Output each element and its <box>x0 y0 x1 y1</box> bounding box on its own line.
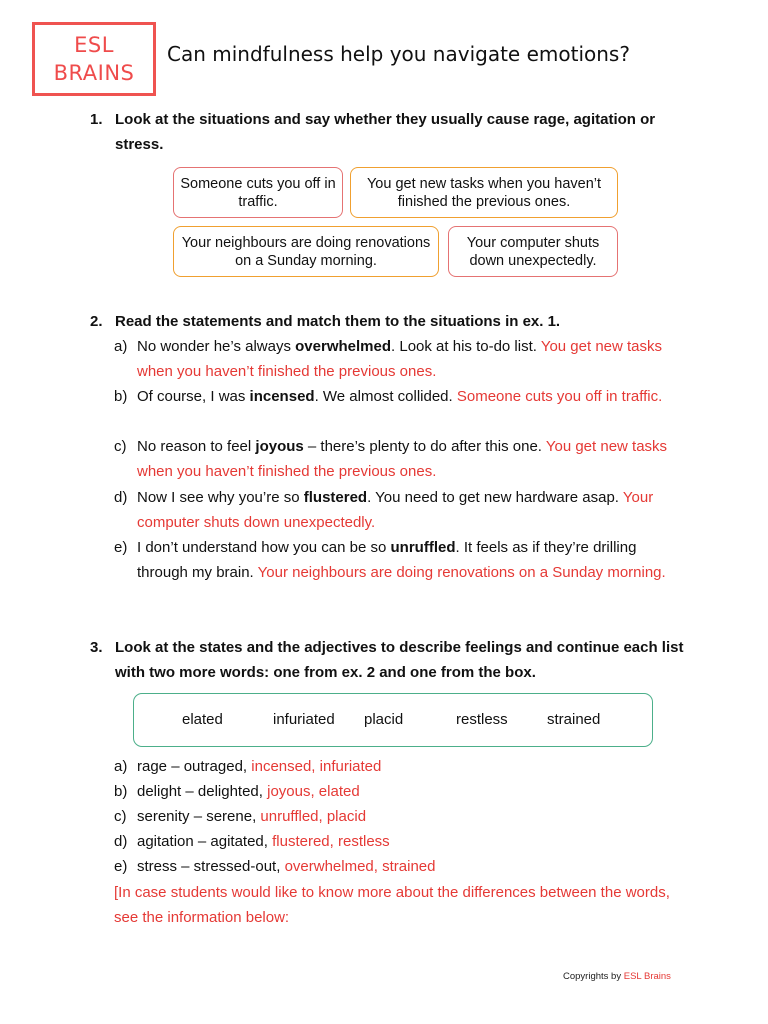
question-number: 3. <box>90 639 103 656</box>
keyword: overwhelmed <box>295 338 392 355</box>
statement-item <box>114 485 684 535</box>
statement-item <box>114 334 684 384</box>
situation-box <box>350 167 618 218</box>
answer-text: flustered, restless <box>272 833 390 850</box>
answer-text: joyous, elated <box>267 783 360 800</box>
adjective-list-item <box>114 854 684 879</box>
logo-line-2: BRAINS <box>53 61 135 85</box>
statement-item <box>114 535 684 585</box>
question-2-heading <box>90 309 690 334</box>
keyword: unruffled <box>390 539 456 556</box>
situation-box <box>173 167 343 218</box>
page-title: Can mindfulness help you navigate emotions? <box>167 42 630 66</box>
word-item: infuriated <box>273 711 335 728</box>
list-text: stress – stressed-out, <box>137 858 285 875</box>
keyword: incensed <box>249 388 315 405</box>
answer-text: You get new tasks when you haven’t finished the previous ones. <box>137 438 668 480</box>
statement-text: Of course, I was <box>137 388 250 405</box>
word-box <box>133 693 653 747</box>
statement-item <box>114 434 684 484</box>
keyword: flustered <box>303 489 368 506</box>
statement-text: . You need to get new hardware asap. <box>367 489 623 506</box>
teacher-note: [In case students would like to know more about the differences between the words, see the information below: <box>114 884 670 926</box>
copyright-brand: ESL Brains <box>623 971 671 982</box>
statement-item <box>114 384 684 409</box>
item-letter: e) <box>114 539 128 556</box>
answer-text: Your computer shuts down unexpectedly. <box>137 489 654 531</box>
statement-text: No reason to feel <box>137 438 256 455</box>
list-text: agitation – agitated, <box>137 833 273 850</box>
situation-text: Your computer shuts down unexpectedly. <box>466 234 600 269</box>
esl-brains-logo <box>32 22 156 96</box>
answer-text: Someone cuts you off in traffic. <box>456 388 663 405</box>
word-item: strained <box>547 711 601 728</box>
statement-text: . Look at his to-do list. <box>391 338 541 355</box>
item-letter: c) <box>114 808 127 825</box>
question-1-heading <box>90 107 690 157</box>
keyword: joyous <box>255 438 304 455</box>
word-item: elated <box>182 711 223 728</box>
item-letter: e) <box>114 858 128 875</box>
list-text: delight – delighted, <box>137 783 268 800</box>
adjective-list-item <box>114 804 684 829</box>
word-item: placid <box>364 711 404 728</box>
item-letter: a) <box>114 338 128 355</box>
statement-text: I don’t understand how you can be so <box>137 539 391 556</box>
answer-text: You get new tasks when you haven’t finished the previous ones. <box>137 338 663 380</box>
adjective-list-item <box>114 829 684 854</box>
answer-text: unruffled, placid <box>260 808 367 825</box>
adjective-list-item <box>114 754 684 779</box>
answer-text: incensed, infuriated <box>251 758 382 775</box>
situation-box <box>173 226 439 277</box>
statement-text: . It feels as if they’re drilling through my brain. <box>137 539 637 581</box>
item-letter: a) <box>114 758 128 775</box>
item-letter: d) <box>114 833 128 850</box>
situation-text: Your neighbours are doing renovations on a Sunday morning. <box>181 234 431 269</box>
adjective-list-item <box>114 779 684 804</box>
item-letter: c) <box>114 438 127 455</box>
item-letter: b) <box>114 783 128 800</box>
question-number: 2. <box>90 313 103 330</box>
copyright-footer <box>563 971 671 982</box>
list-text: serenity – serene, <box>137 808 261 825</box>
question-text: Look at the situations and say whether they usually cause rage, agitation or stress. <box>115 111 656 153</box>
list-text: rage – outraged, <box>137 758 252 775</box>
statement-text: No wonder he’s always <box>137 338 296 355</box>
item-letter: b) <box>114 388 128 405</box>
situation-text: Someone cuts you off in traffic. <box>180 175 336 210</box>
situation-text: You get new tasks when you haven’t finished the previous ones. <box>366 175 602 210</box>
statement-text: . We almost collided. <box>314 388 457 405</box>
statement-text: – there’s plenty to do after this one. <box>303 438 546 455</box>
question-text: Read the statements and match them to the situations in ex. 1. <box>115 313 561 330</box>
question-number: 1. <box>90 111 103 128</box>
situation-box <box>448 226 618 277</box>
copyright-prefix: Copyrights by <box>563 971 624 982</box>
answer-text: Your neighbours are doing renovations on a Sunday morning. <box>257 564 666 581</box>
question-3-heading <box>90 635 690 685</box>
item-letter: d) <box>114 489 128 506</box>
question-text: Look at the states and the adjectives to describe feelings and continue each list with two more words: one from ex. 2 and one from the box. <box>115 639 684 681</box>
logo-line-1: ESL <box>74 33 114 57</box>
word-item: restless <box>456 711 508 728</box>
answer-text: overwhelmed, strained <box>284 858 436 875</box>
statement-text: Now I see why you’re so <box>137 489 304 506</box>
